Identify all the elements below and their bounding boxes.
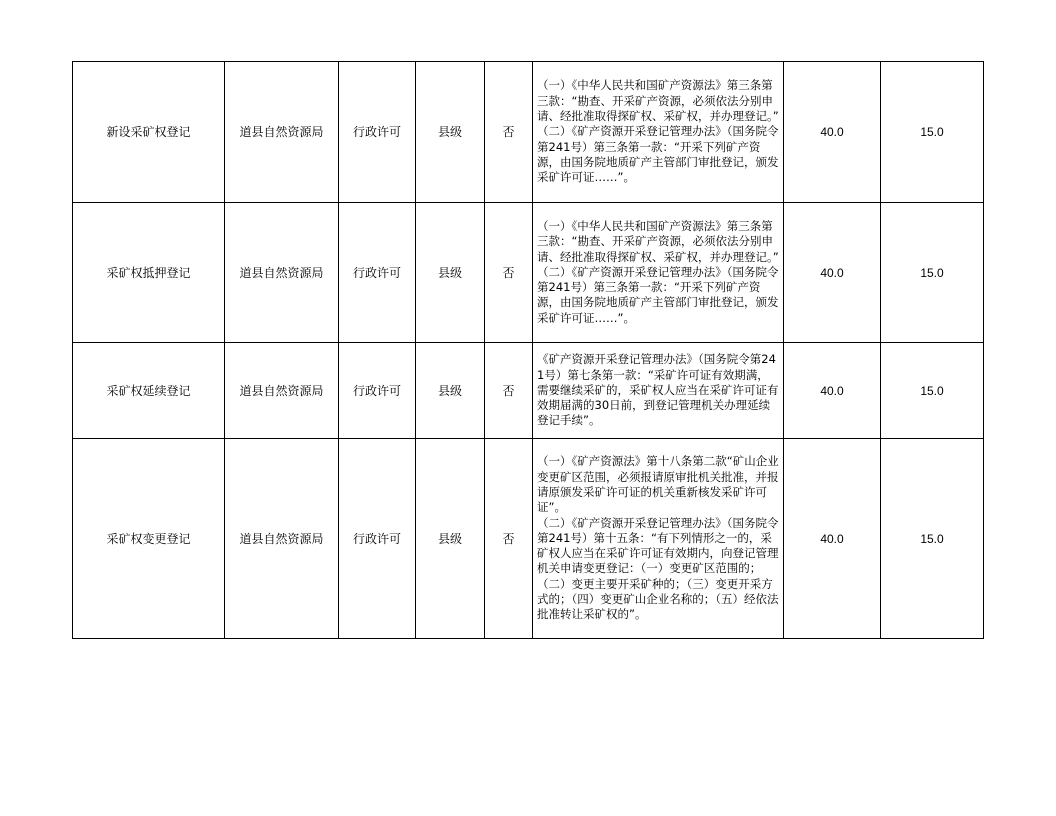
- category-cell: 行政许可: [339, 62, 416, 203]
- value-a-cell: 40.0: [784, 343, 881, 439]
- legal-basis-cell: 《矿产资源开采登记管理办法》（国务院令第241号）第七条第一款：“采矿许可证有效期满，需要继续采矿的，采矿权人应当在采矿许可证有效期届满的30日前，到登记管理机关办理延续登记手续”。: [533, 343, 784, 439]
- value-b-cell: 15.0: [881, 439, 984, 639]
- permit-table: [72, 61, 984, 639]
- table-row: [73, 343, 984, 439]
- department-cell: 道县自然资源局: [225, 343, 339, 439]
- category-cell: 行政许可: [339, 439, 416, 639]
- flag-cell: 否: [485, 343, 533, 439]
- item-name-cell: 新设采矿权登记: [73, 62, 225, 203]
- flag-cell: 否: [485, 62, 533, 203]
- table-row: [73, 203, 984, 343]
- level-cell: 县级: [416, 439, 485, 639]
- department-cell: 道县自然资源局: [225, 439, 339, 639]
- level-cell: 县级: [416, 203, 485, 343]
- flag-cell: 否: [485, 439, 533, 639]
- value-b-cell: 15.0: [881, 203, 984, 343]
- value-a-cell: 40.0: [784, 62, 881, 203]
- category-cell: 行政许可: [339, 343, 416, 439]
- table-row: [73, 62, 984, 203]
- department-cell: 道县自然资源局: [225, 203, 339, 343]
- department-cell: 道县自然资源局: [225, 62, 339, 203]
- level-cell: 县级: [416, 343, 485, 439]
- value-b-cell: 15.0: [881, 62, 984, 203]
- item-name-cell: 采矿权变更登记: [73, 439, 225, 639]
- flag-cell: 否: [485, 203, 533, 343]
- value-a-cell: 40.0: [784, 439, 881, 639]
- table-row: [73, 439, 984, 639]
- item-name-cell: 采矿权抵押登记: [73, 203, 225, 343]
- item-name-cell: 采矿权延续登记: [73, 343, 225, 439]
- value-b-cell: 15.0: [881, 343, 984, 439]
- level-cell: 县级: [416, 62, 485, 203]
- legal-basis-cell: （一）《中华人民共和国矿产资源法》第三条第三款：“勘查、开采矿产资源，必须依法分别申请、经批准取得探矿权、采矿权，并办理登记。” （二）《矿产资源开采登记管理办法》（国务院令第241号）第三条第一款：“开采下列矿产资源，由国务院地质矿产主管部门审批登记，颁发采矿许可证……”。: [533, 203, 784, 343]
- category-cell: 行政许可: [339, 203, 416, 343]
- legal-basis-cell: （一）《中华人民共和国矿产资源法》第三条第三款：“勘查、开采矿产资源，必须依法分别申请、经批准取得探矿权、采矿权，并办理登记。” （二）《矿产资源开采登记管理办法》（国务院令第241号）第三条第一款：“开采下列矿产资源，由国务院地质矿产主管部门审批登记，颁发采矿许可证……”。: [533, 62, 784, 203]
- legal-basis-cell: （一）《矿产资源法》第十八条第二款“矿山企业变更矿区范围，必须报请原审批机关批准，并报请原颁发采矿许可证的机关重新核发采矿许可证”。 （二）《矿产资源开采登记管理办法》（国务院令第241号）第十五条：“有下列情形之一的，采矿权人应当在采矿许可证有效期内，向登记管理机关申请变更登记：（一）变更矿区范围的；（二）变更主要开采矿种的；（三）变更开采方式的；（四）变更矿山企业名称的；（五）经依法批准转让采矿权的”。: [533, 439, 784, 639]
- value-a-cell: 40.0: [784, 203, 881, 343]
